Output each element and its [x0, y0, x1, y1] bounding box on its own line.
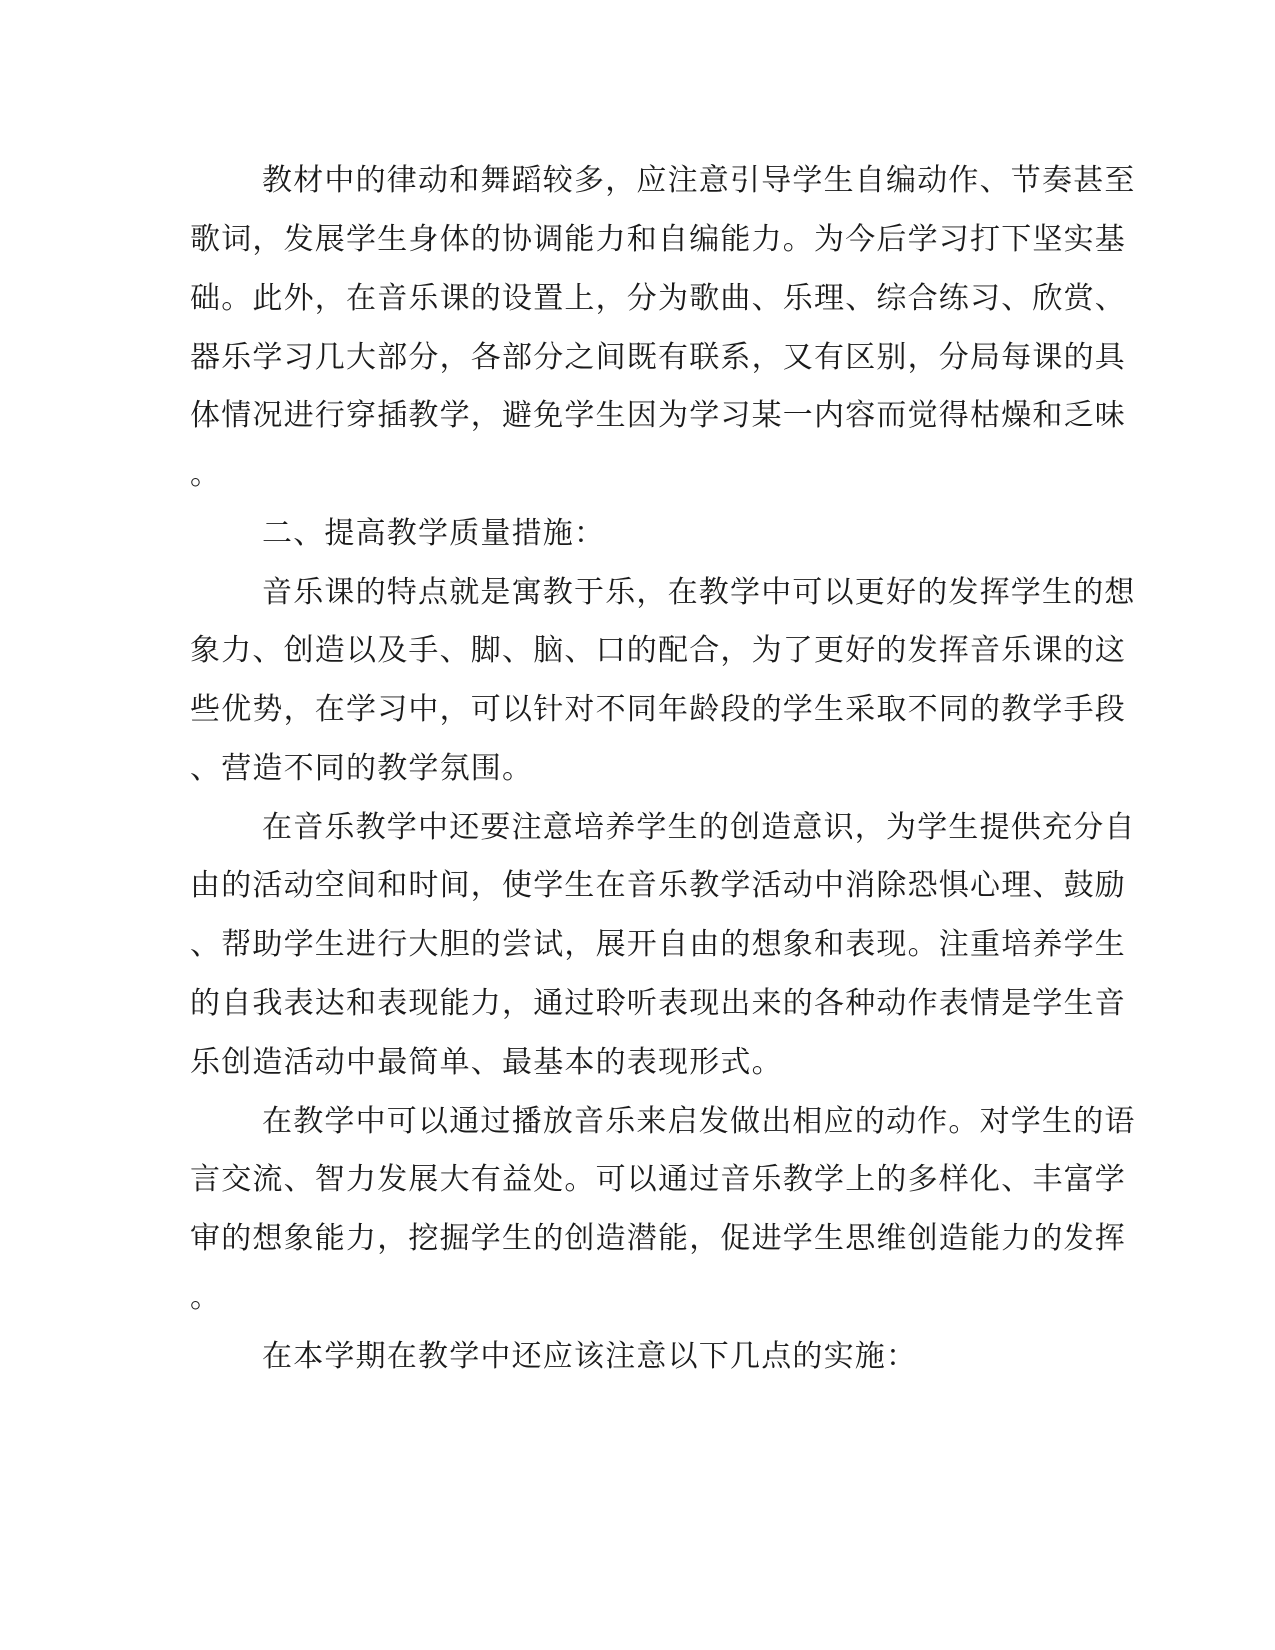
- paragraph-1-line-6: 。: [190, 457, 222, 492]
- paragraph-4-line-4: 。: [190, 1280, 222, 1315]
- paragraph-5-line-1: 在本学期在教学中还应该注意以下几点的实施：: [262, 1339, 918, 1374]
- paragraph-2-line-3: 些优势，在学习中，可以针对不同年龄段的学生采取不同的教学手段: [190, 692, 1126, 727]
- paragraph-4-line-2: 言交流、智力发展大有益处。可以通过音乐教学上的多样化、丰富学: [190, 1162, 1126, 1197]
- paragraph-1-line-4: 器乐学习几大部分，各部分之间既有联系，又有区别，分局每课的具: [190, 340, 1126, 375]
- paragraph-1-line-1: 教材中的律动和舞蹈较多，应注意引导学生自编动作、节奏甚至: [262, 163, 1136, 198]
- paragraph-2-line-1: 音乐课的特点就是寓教于乐，在教学中可以更好的发挥学生的想: [262, 575, 1136, 610]
- section-heading: 二、提高教学质量措施：: [262, 516, 606, 551]
- paragraph-2-line-4: 、营造不同的教学氛围。: [190, 751, 534, 786]
- paragraph-3-line-1: 在音乐教学中还要注意培养学生的创造意识，为学生提供充分自: [262, 810, 1136, 845]
- paragraph-4-line-1: 在教学中可以通过播放音乐来启发做出相应的动作。对学生的语: [262, 1104, 1136, 1139]
- paragraph-3-line-3: 、帮助学生进行大胆的尝试，展开自由的想象和表现。注重培养学生: [190, 927, 1126, 962]
- paragraph-1-line-3: 础。此外，在音乐课的设置上，分为歌曲、乐理、综合练习、欣赏、: [190, 281, 1126, 316]
- paragraph-2-line-2: 象力、创造以及手、脚、脑、口的配合，为了更好的发挥音乐课的这: [190, 633, 1126, 668]
- paragraph-1-line-2: 歌词，发展学生身体的协调能力和自编能力。为今后学习打下坚实基: [190, 222, 1126, 257]
- paragraph-3-line-5: 乐创造活动中最简单、最基本的表现形式。: [190, 1045, 783, 1080]
- paragraph-3-line-2: 由的活动空间和时间，使学生在音乐教学活动中消除恐惧心理、鼓励: [190, 868, 1126, 903]
- paragraph-1-line-5: 体情况进行穿插教学，避免学生因为学习某一内容而觉得枯燥和乏味: [190, 398, 1126, 433]
- paragraph-4-line-3: 审的想象能力，挖掘学生的创造潜能，促进学生思维创造能力的发挥: [190, 1221, 1126, 1256]
- paragraph-3-line-4: 的自我表达和表现能力，通过聆听表现出来的各种动作表情是学生音: [190, 986, 1126, 1021]
